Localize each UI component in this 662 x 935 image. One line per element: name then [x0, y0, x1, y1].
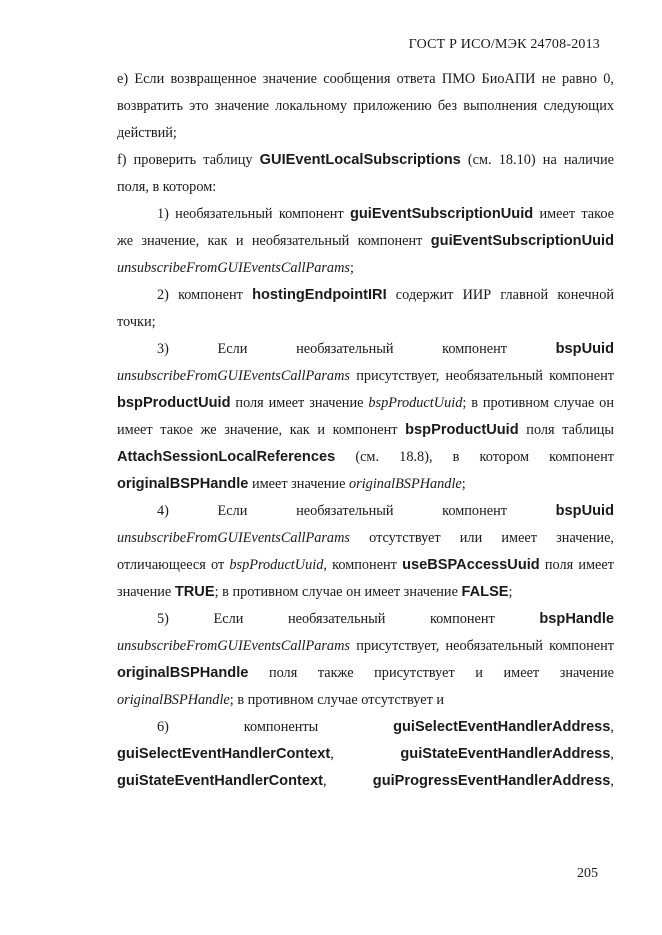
text-run: присутствует, необязательный компонент: [349, 638, 614, 654]
text-run: поля имеет значение: [117, 557, 614, 600]
code-term: originalBSPHandle: [117, 665, 249, 681]
text-run: 5) Если необязательный компонент: [157, 611, 540, 627]
text-run: ;: [349, 260, 354, 276]
code-term: guiStateEventHandlerContext: [117, 773, 323, 789]
text-run: , компонент: [323, 557, 403, 573]
text-run: ; в противном случае отсутствует и: [229, 692, 445, 708]
code-term: guiSelectEventHandlerContext: [117, 746, 331, 762]
text-run: ; в противном случае он имеет значение: [214, 584, 462, 600]
list-item-6: [117, 714, 614, 795]
text-run: 1) необязательный компонент: [157, 206, 350, 222]
list-item-4: [117, 498, 614, 606]
code-term: originalBSPHandle: [117, 476, 249, 492]
text-run: отсутствует или имеет значение, отличающееся от: [117, 530, 614, 573]
italic-term: unsubscribeFromGUIEventsCallParams: [117, 260, 350, 276]
code-term: FALSE: [461, 584, 509, 600]
list-item-1: [117, 201, 614, 282]
code-term: bspProductUuid: [405, 422, 519, 438]
text-run: имеет значение: [248, 476, 349, 492]
text-run: 6) компоненты: [157, 719, 394, 735]
italic-term: bspProductUuid: [368, 395, 463, 411]
text-run: 3) Если необязательный компонент: [157, 341, 556, 357]
text-run: ,: [330, 746, 401, 762]
code-term: hostingEndpointIRI: [252, 287, 387, 303]
italic-term: bspProductUuid: [229, 557, 324, 573]
code-term: TRUE: [174, 584, 215, 600]
text-run: (см. 18.8), в котором компонент: [335, 449, 614, 465]
paragraph-f: [117, 147, 614, 201]
italic-term: unsubscribeFromGUIEventsCallParams: [117, 638, 350, 654]
text-run: ,: [610, 746, 614, 762]
code-term: useBSPAccessUuid: [402, 557, 540, 573]
italic-term: originalBSPHandle: [117, 692, 230, 708]
text-run: ;: [461, 476, 466, 492]
text-run: присутствует, необязательный компонент: [349, 368, 614, 384]
text-run: (см. 18.10) на наличие поля, в котором:: [117, 152, 614, 195]
code-term: guiEventSubscriptionUuid: [430, 233, 614, 249]
code-term: guiEventSubscriptionUuid: [349, 206, 534, 222]
code-term: guiSelectEventHandlerAddress: [393, 719, 611, 735]
code-term: bspUuid: [555, 341, 614, 357]
code-term: bspUuid: [555, 503, 614, 519]
italic-term: originalBSPHandle: [349, 476, 462, 492]
text-run: поля имеет значение: [230, 395, 369, 411]
code-term: AttachSessionLocalReferences: [117, 449, 336, 465]
list-item-3: [117, 336, 614, 498]
text-run: ,: [610, 719, 614, 735]
text-run: ,: [610, 773, 614, 789]
text-run: имеет такое же значение, как и необязательный компонент: [117, 206, 614, 249]
text-run: ;: [508, 584, 513, 600]
paragraph-e: [117, 66, 614, 147]
code-term: guiProgressEventHandlerAddress: [372, 773, 611, 789]
page-content: [117, 66, 614, 795]
code-term: bspHandle: [539, 611, 614, 627]
page-number: 205: [577, 866, 598, 881]
paragraph-e-text: е) Если возвращенное значение сообщения ответа ПМО БиоАПИ не равно 0, возвратить это значение локальному приложению без выполнения следующих действий;: [117, 71, 614, 141]
code-term: GUIEventLocalSubscriptions: [259, 152, 461, 168]
text-run: поля таблицы: [518, 422, 614, 438]
text-run: 4) Если необязательный компонент: [157, 503, 556, 519]
text-run: поля также присутствует и имеет значение: [248, 665, 614, 681]
code-term: guiStateEventHandlerAddress: [400, 746, 611, 762]
code-term: bspProductUuid: [117, 395, 231, 411]
text-run: содержит ИИР главной конечной точки;: [117, 287, 614, 330]
text-run: 2) компонент: [157, 287, 253, 303]
list-item-5: [117, 606, 614, 714]
page-header-standard: ГОСТ Р ИСО/МЭК 24708-2013: [408, 37, 600, 52]
text-run: f) проверить таблицу: [117, 152, 260, 168]
text-run: ,: [322, 773, 373, 789]
list-item-2: [117, 282, 614, 336]
italic-term: unsubscribeFromGUIEventsCallParams: [117, 530, 350, 546]
text-run: ; в противном случае он имеет такое же значение, как и компонент: [117, 395, 614, 438]
italic-term: unsubscribeFromGUIEventsCallParams: [117, 368, 350, 384]
